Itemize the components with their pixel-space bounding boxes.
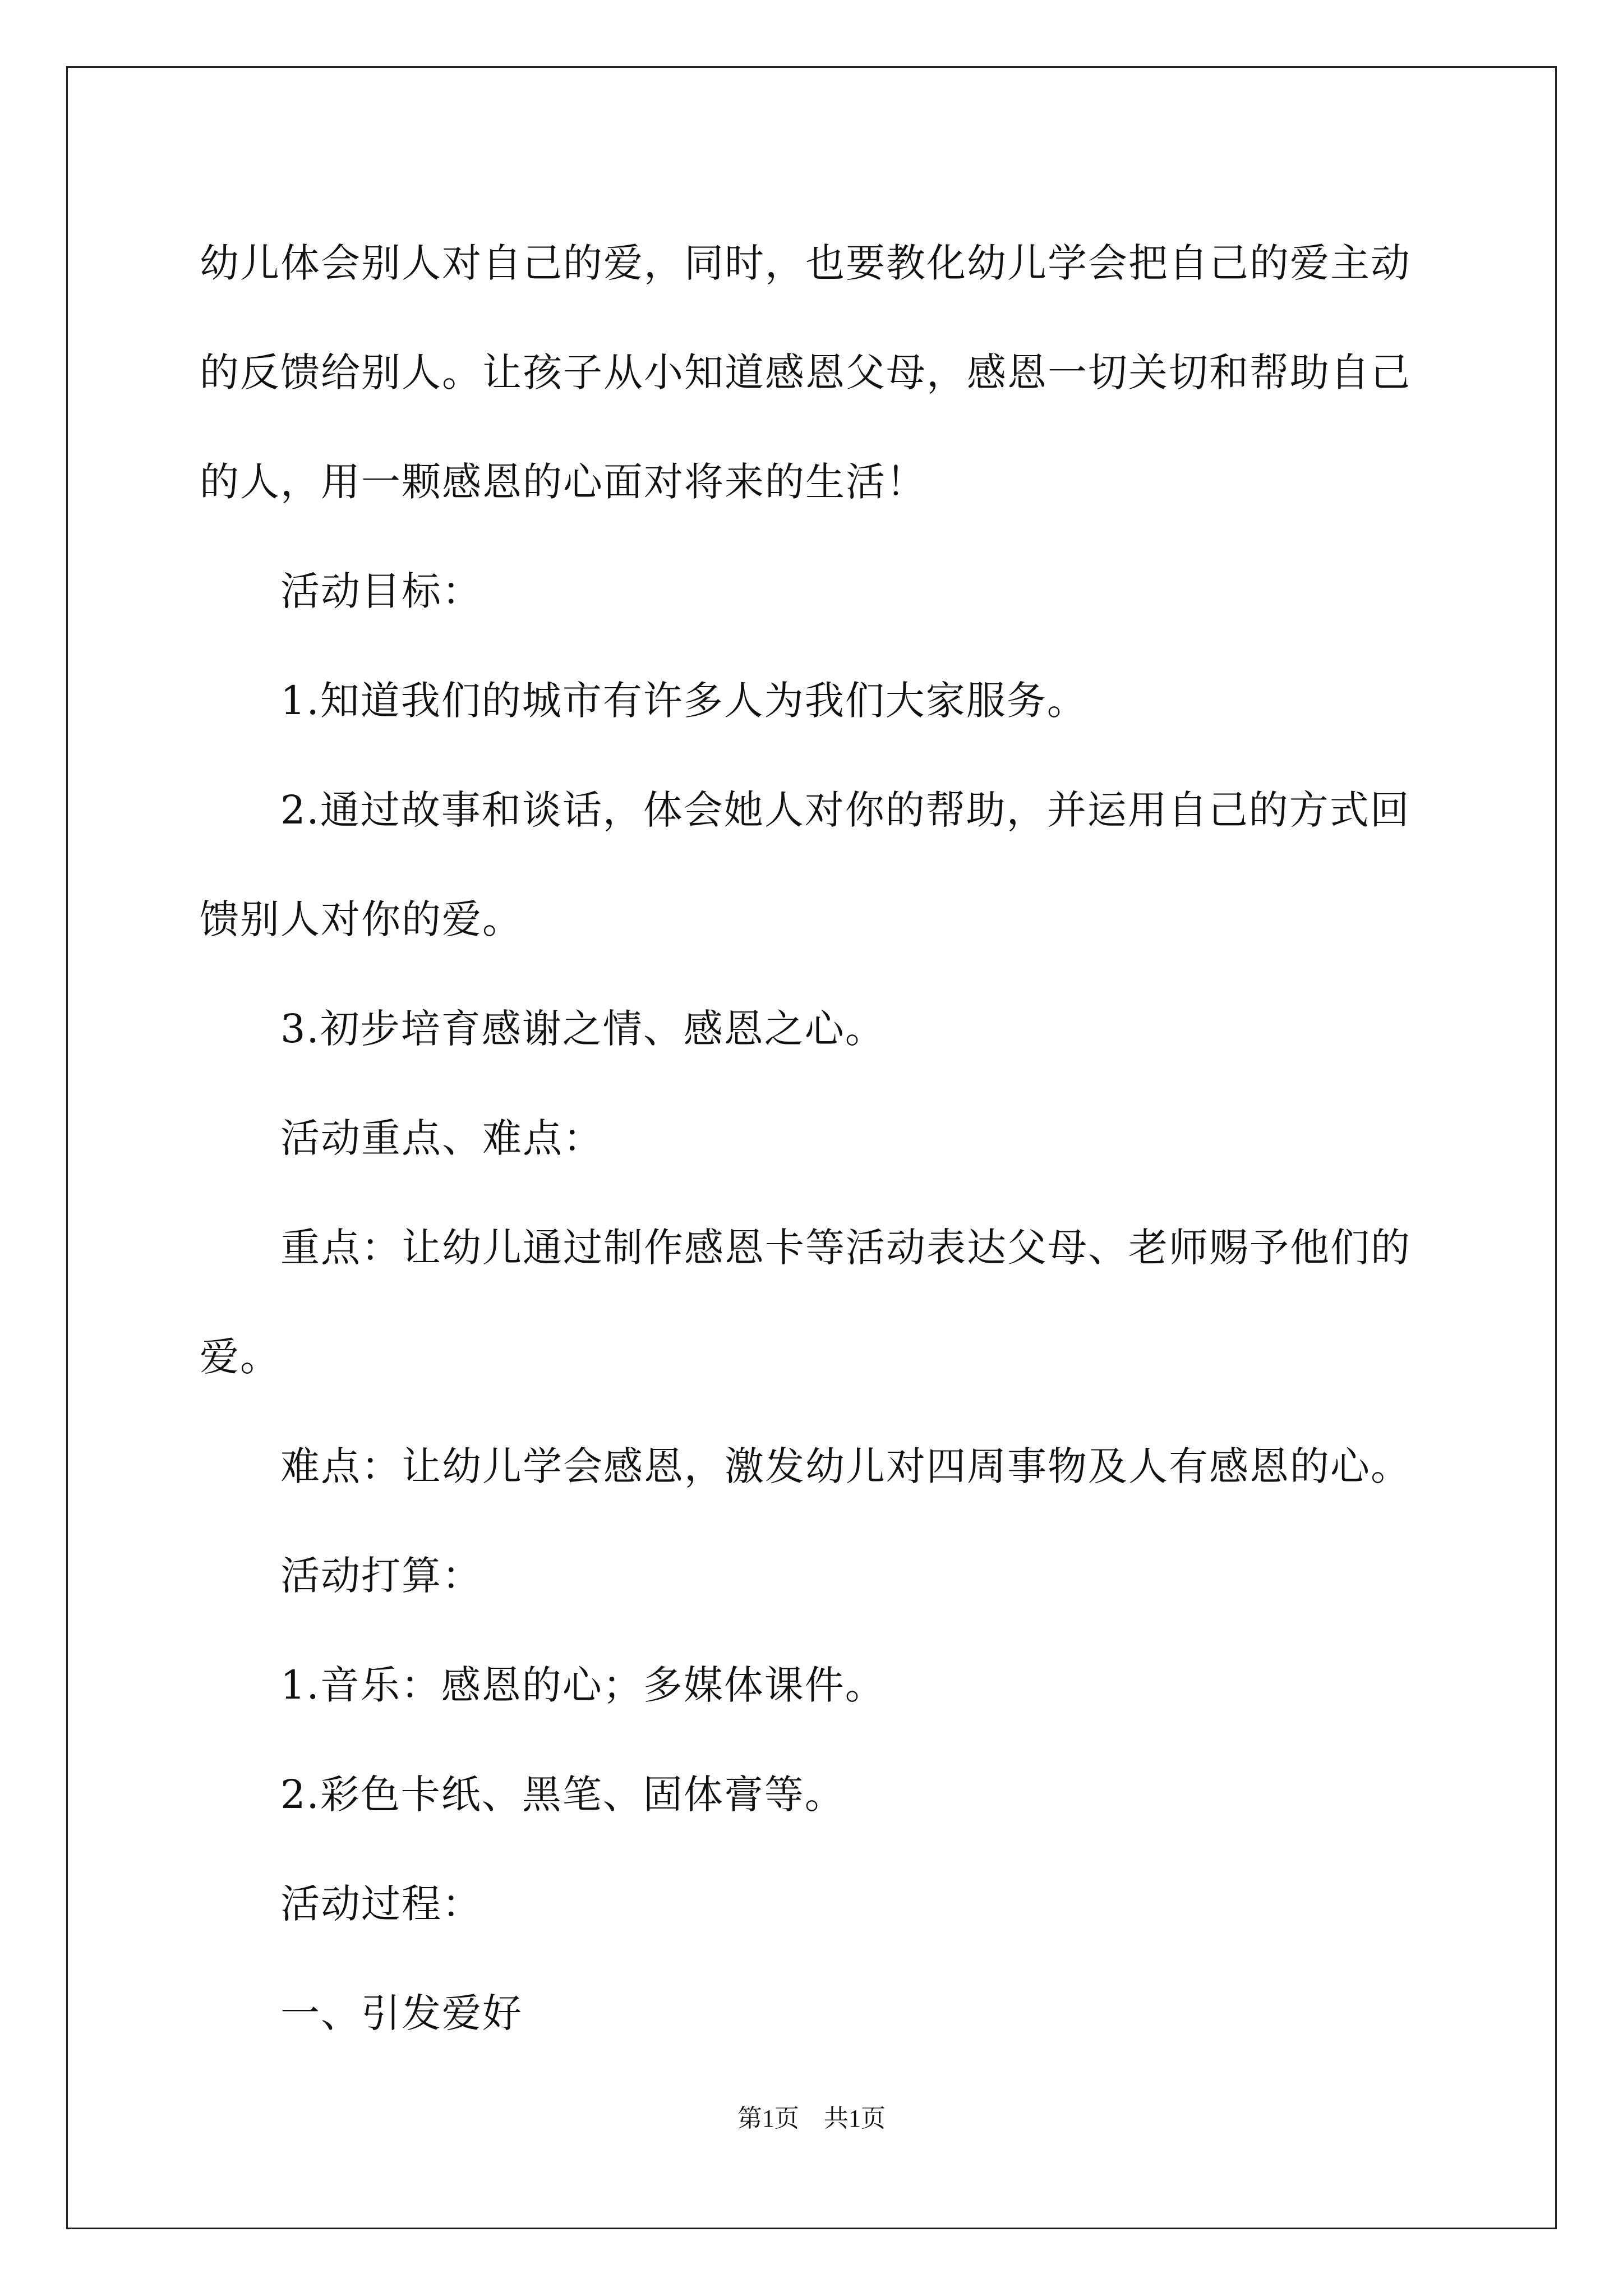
list-item: 2.彩色卡纸、黑笔、固体膏等。 [280,1772,845,1818]
section-heading-focus: 活动重点、难点： [280,1115,603,1161]
list-item-continuation: 馈别人对你的爱。 [200,896,523,942]
document-body [200,209,1433,2068]
section-heading-process: 活动过程： [280,1881,482,1927]
paragraph-line: 幼儿体会别人对自己的爱，同时，也要教化幼儿学会把自己的爱主动 [200,240,1411,286]
section-heading-preparation: 活动打算： [280,1553,482,1599]
page-number-footer: 第1页 共1页 [737,2105,886,2132]
subsection-heading: 一、引发爱好 [280,1990,523,2036]
section-heading-goals: 活动目标： [280,568,482,614]
list-item: 1.音乐：感恩的心；多媒体课件。 [280,1662,886,1708]
list-item: 3.初步培育感谢之情、感恩之心。 [280,1006,886,1052]
paragraph-continuation: 爱。 [200,1334,280,1380]
paragraph-line: 的人，用一颗感恩的心面对将来的生活！ [200,459,926,505]
list-item: 1.知道我们的城市有许多人为我们大家服务。 [280,678,1087,724]
paragraph-line: 重点：让幼儿通过制作感恩卡等活动表达父母、老师赐予他们的 [280,1225,1411,1271]
list-item: 2.通过故事和谈话，体会她人对你的帮助，并运用自己的方式回 [280,787,1410,833]
paragraph-line: 难点：让幼儿学会感恩，激发幼儿对四周事物及人有感恩的心。 [280,1443,1411,1489]
paragraph-line: 的反馈给别人。让孩子从小知道感恩父母，感恩一切关切和帮助自己 [200,349,1411,395]
